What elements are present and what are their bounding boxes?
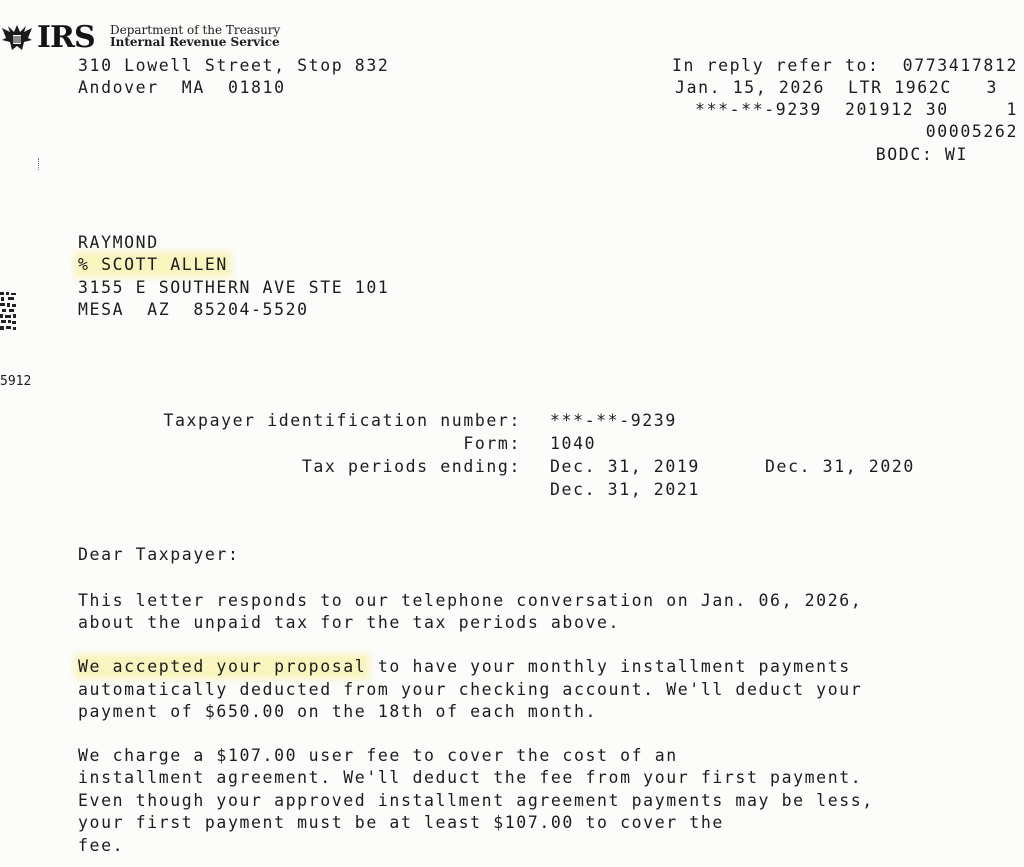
paragraph-2-line-2: automatically deducted from your checking account. We'll deduct your xyxy=(78,680,863,699)
paragraph-3-line-3: Even though your approved installment agreement payments may be less, xyxy=(78,791,874,810)
tax-periods-label: Tax periods ending: xyxy=(301,457,521,476)
recipient-street: 3155 E SOUTHERN AVE STE 101 xyxy=(78,278,390,297)
side-margin-number: 5912 xyxy=(0,374,32,389)
irs-wordmark: IRS xyxy=(37,20,95,55)
form-value: 1040 xyxy=(550,434,597,453)
bodc-code: BODC: WI xyxy=(875,145,968,164)
paragraph-2-line-1-rest: to have your monthly installment payments xyxy=(366,657,851,676)
department-name xyxy=(110,24,280,48)
reference-code: 00005262 xyxy=(925,122,1018,141)
paragraph-3-line-2: installment agreement. We'll deduct the fee from your first payment. xyxy=(78,768,863,787)
tin-value: ***-**-9239 xyxy=(550,411,677,430)
dept-line-2: Internal Revenue Service xyxy=(110,35,280,49)
tax-period-1: Dec. 31, 2019 xyxy=(550,457,700,476)
paragraph-3-line-5: fee. xyxy=(78,836,125,855)
recipient-name: RAYMOND xyxy=(78,233,159,252)
recipient-city: MESA AZ 85204-5520 xyxy=(78,300,309,319)
margin-tick-mark xyxy=(38,158,42,170)
dept-line-1: Department of the Treasury xyxy=(110,23,281,37)
sender-address-line-2: Andover MA 01810 xyxy=(78,78,286,97)
salutation: Dear Taxpayer: xyxy=(78,545,240,564)
tin-label: Taxpayer identification number: xyxy=(163,411,521,430)
paragraph-3-line-1: We charge a $107.00 user fee to cover the cost of an xyxy=(78,746,678,765)
tax-period-2: Dec. 31, 2020 xyxy=(765,457,915,476)
barcode-icon xyxy=(0,292,18,332)
paragraph-2-line-3: payment of $650.00 on the 18th of each month. xyxy=(78,702,598,721)
recipient-care-of xyxy=(78,254,228,276)
paragraph-3-line-4: your first payment must be at least $107.00 to cover the xyxy=(78,813,724,832)
form-label: Form: xyxy=(463,434,521,453)
eagle-icon xyxy=(0,24,34,52)
sender-address-line-1: 310 Lowell Street, Stop 832 xyxy=(78,56,390,75)
letter-date-line: Jan. 15, 2026 LTR 1962C 3 xyxy=(675,78,998,97)
reply-reference: In reply refer to: 0773417812 xyxy=(671,56,1018,75)
tax-period-3: Dec. 31, 2021 xyxy=(550,480,700,499)
paragraph-1-line-1: This letter responds to our telephone conversation on Jan. 06, 2026, xyxy=(78,591,863,610)
proposal-accepted-highlight: We accepted your proposal xyxy=(78,657,367,676)
paragraph-2-line-1 xyxy=(78,656,851,678)
ssn-reference-line: ***-**-9239 201912 30 1 xyxy=(695,100,1018,119)
paragraph-1-line-2: about the unpaid tax for the tax periods above. xyxy=(78,613,621,632)
care-of-highlight: % SCOTT ALLEN xyxy=(78,255,228,274)
